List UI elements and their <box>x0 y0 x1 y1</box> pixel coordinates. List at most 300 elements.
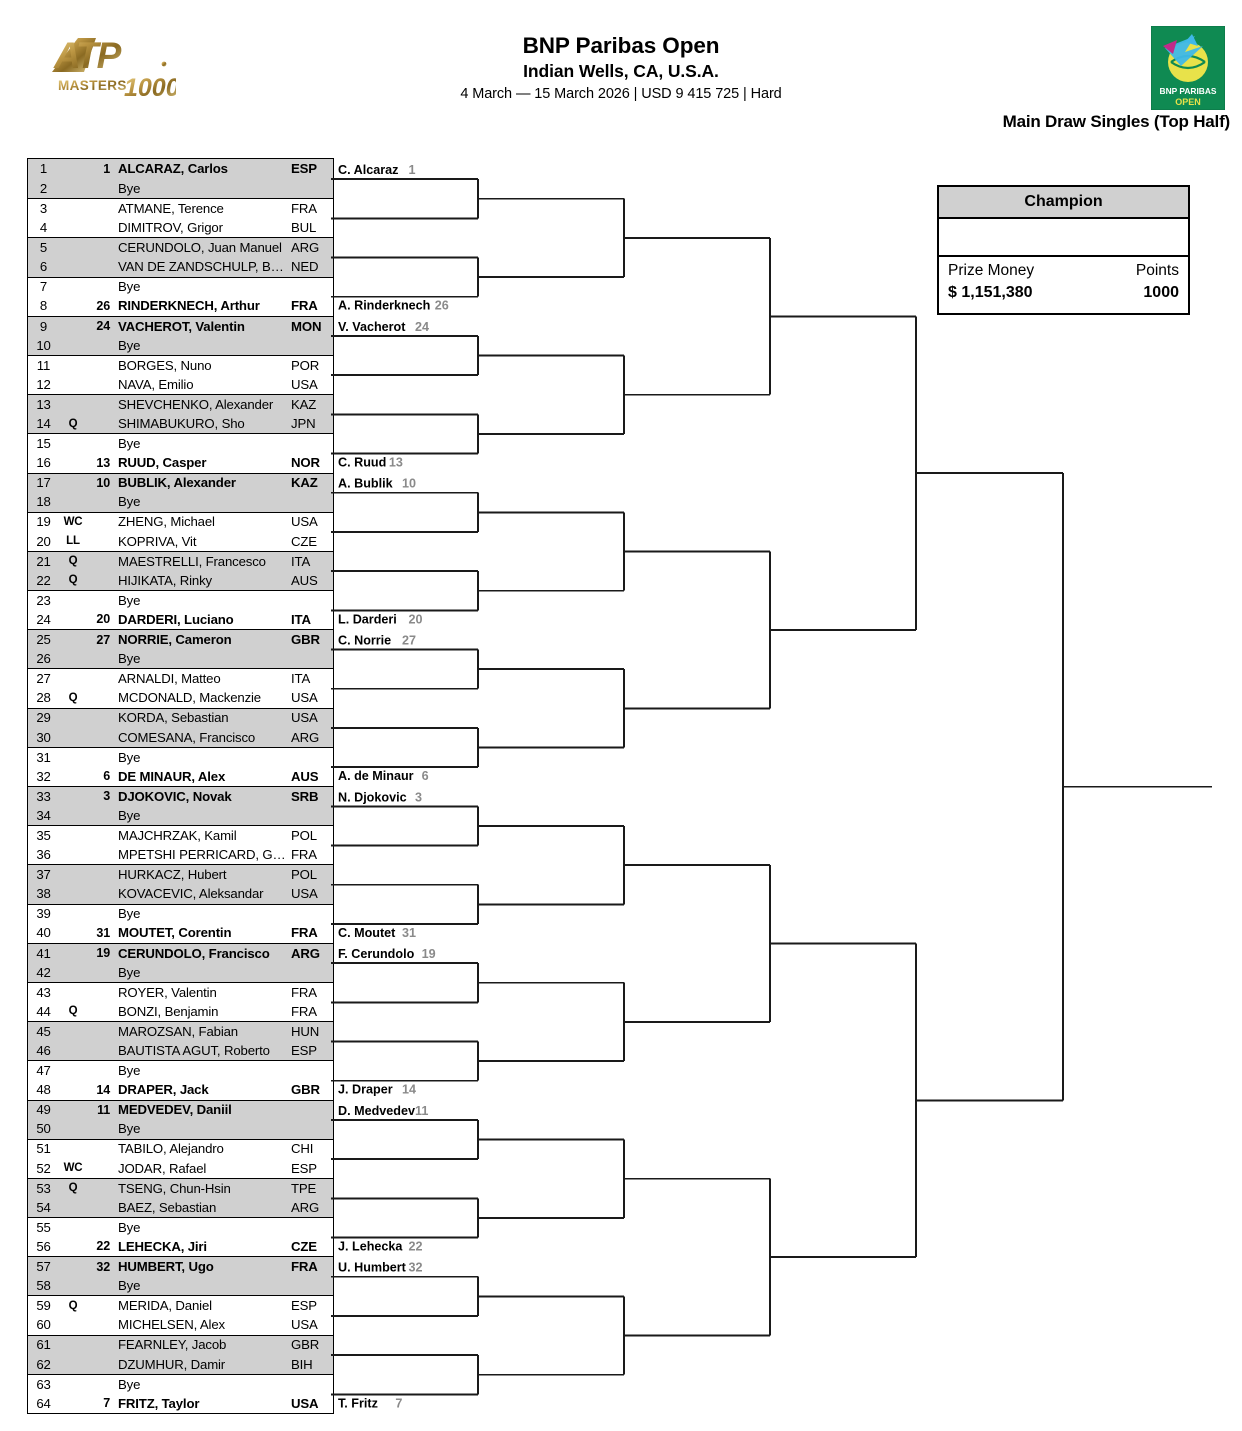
draw-position-number: 45 <box>36 1023 51 1039</box>
r2-player-label: C. Ruud <box>338 455 387 470</box>
draw-row[interactable] <box>28 492 333 512</box>
draw-position-number: 46 <box>36 1043 51 1059</box>
draw-row[interactable] <box>28 864 333 884</box>
champion-name-field <box>939 219 1188 257</box>
draw-player-name[interactable]: KORDA, Sebastian <box>118 710 229 726</box>
draw-player-country: MON <box>291 318 322 334</box>
draw-player-name[interactable]: CERUNDOLO, Juan Manuel <box>118 240 282 256</box>
draw-player-country: ESP <box>291 161 317 177</box>
draw-position-number: 32 <box>36 768 51 784</box>
r2-player-label: N. Djokovic <box>338 790 407 805</box>
draw-entry-table <box>27 158 334 1414</box>
svg-text:MASTERS: MASTERS <box>58 78 127 93</box>
draw-player-name[interactable]: MERIDA, Daniel <box>118 1298 212 1314</box>
draw-player-country: ESP <box>291 1298 317 1314</box>
r2-player-label: D. Medvedev <box>338 1103 415 1118</box>
bracket-seed-number: 11 <box>415 1103 429 1118</box>
draw-position-number: 24 <box>36 611 51 627</box>
draw-row[interactable] <box>28 335 333 355</box>
draw-seed-number: 20 <box>96 612 110 627</box>
draw-player-name[interactable]: Bye <box>118 494 141 510</box>
draw-player-country: ARG <box>291 729 320 745</box>
draw-position-number: 64 <box>36 1395 51 1411</box>
draw-position-number: 49 <box>36 1102 51 1118</box>
draw-row[interactable] <box>28 414 333 434</box>
draw-position-number: 28 <box>36 690 51 706</box>
draw-row[interactable] <box>28 629 333 649</box>
draw-position-number: 42 <box>36 964 51 980</box>
bracket-seed-number: 32 <box>408 1260 423 1275</box>
draw-player-country: USA <box>291 514 318 530</box>
draw-row[interactable] <box>28 708 333 728</box>
draw-row[interactable] <box>28 1041 333 1061</box>
draw-player-name[interactable]: VAN DE ZANDSCHULP, B… <box>118 259 284 275</box>
draw-position-number: 6 <box>39 259 48 275</box>
draw-row[interactable] <box>28 943 333 963</box>
draw-player-name[interactable]: ROYER, Valentin <box>118 984 217 1000</box>
draw-player-name[interactable]: TSENG, Chun-Hsin <box>118 1180 231 1196</box>
draw-row[interactable] <box>28 198 333 218</box>
champion-prize-panel <box>939 257 1188 312</box>
draw-player-name[interactable]: NORRIE, Cameron <box>118 632 232 648</box>
draw-row[interactable] <box>28 1021 333 1041</box>
draw-player-name[interactable]: DZUMHUR, Damir <box>118 1356 226 1372</box>
draw-position-number: 62 <box>36 1356 51 1372</box>
draw-player-country: GBR <box>291 632 320 648</box>
draw-player-name[interactable]: Bye <box>118 180 141 196</box>
draw-player-country: AUS <box>291 572 318 588</box>
draw-player-name[interactable]: Bye <box>118 592 141 608</box>
draw-position-number: 16 <box>36 455 51 471</box>
bracket-seed-number: 24 <box>415 319 430 334</box>
draw-row[interactable] <box>28 179 333 199</box>
draw-player-name[interactable]: BAEZ, Sebastian <box>118 1199 217 1215</box>
draw-row[interactable] <box>28 610 333 630</box>
draw-player-name[interactable]: LEHECKA, Jiri <box>118 1238 207 1254</box>
draw-row[interactable] <box>28 923 333 943</box>
champion-box <box>937 185 1190 315</box>
tournament-name: BNP Paribas Open <box>522 33 720 58</box>
draw-position-number: 30 <box>36 729 51 745</box>
r2-player-label: C. Moutet <box>338 925 396 940</box>
draw-entry-status: Q <box>68 691 78 704</box>
draw-row[interactable] <box>28 159 333 179</box>
draw-row[interactable] <box>28 982 333 1002</box>
draw-row[interactable] <box>28 531 333 551</box>
draw-row[interactable] <box>28 218 333 238</box>
draw-player-country: NED <box>291 259 319 275</box>
draw-player-country: KAZ <box>291 396 317 412</box>
draw-player-country: POR <box>291 357 320 373</box>
draw-player-country: USA <box>291 1395 319 1411</box>
draw-seed-number: 19 <box>96 946 110 961</box>
draw-row[interactable] <box>28 884 333 904</box>
bracket-seed-number: 13 <box>388 455 403 470</box>
draw-position-number: 44 <box>36 1003 51 1019</box>
draw-player-name[interactable]: BONZI, Benjamin <box>118 1003 219 1019</box>
draw-player-name[interactable]: MEDVEDEV, Daniil <box>118 1102 232 1118</box>
draw-position-number: 7 <box>39 279 48 295</box>
draw-player-name[interactable]: Bye <box>118 1063 141 1079</box>
draw-player-country: GBR <box>291 1337 320 1353</box>
draw-row[interactable] <box>28 512 333 532</box>
draw-player-name[interactable]: NAVA, Emilio <box>118 376 194 392</box>
draw-entry-status: Q <box>68 1005 78 1018</box>
draw-player-name[interactable]: ALCARAZ, Carlos <box>118 161 228 177</box>
svg-text:OPEN: OPEN <box>1175 97 1201 107</box>
draw-player-name[interactable]: JODAR, Rafael <box>118 1160 207 1176</box>
draw-seed-number: 1 <box>103 161 110 176</box>
draw-player-country: ESP <box>291 1160 317 1176</box>
draw-subtitle: Main Draw Singles (Top Half) <box>1002 112 1230 131</box>
draw-row[interactable] <box>28 1119 333 1139</box>
draw-row[interactable] <box>28 1100 333 1120</box>
draw-player-name[interactable]: Bye <box>118 337 141 353</box>
draw-player-country: USA <box>291 886 318 902</box>
draw-position-number: 17 <box>36 475 51 491</box>
draw-player-country: KAZ <box>291 475 318 491</box>
draw-row[interactable] <box>28 1276 333 1296</box>
draw-row[interactable] <box>28 786 333 806</box>
draw-entry-status: LL <box>66 535 80 548</box>
draw-player-country: POL <box>291 867 317 883</box>
draw-player-name[interactable]: DIMITROV, Grigor <box>118 220 223 236</box>
draw-player-country: HUN <box>291 1023 320 1039</box>
draw-entry-status: Q <box>68 1299 78 1312</box>
draw-row[interactable] <box>28 688 333 708</box>
draw-position-number: 54 <box>36 1199 51 1215</box>
draw-player-country: FRA <box>291 1259 318 1275</box>
draw-position-number: 60 <box>36 1317 51 1333</box>
draw-position-number: 3 <box>39 200 48 216</box>
draw-player-name[interactable]: HURKACZ, Hubert <box>118 867 227 883</box>
draw-player-country: BUL <box>291 220 317 236</box>
draw-seed-number: 32 <box>96 1259 110 1274</box>
r2-player-label: A. Bublik <box>338 476 393 491</box>
draw-player-name[interactable]: DRAPER, Jack <box>118 1082 209 1098</box>
draw-player-country: ESP <box>291 1043 317 1059</box>
prize-money-label: Prize Money <box>948 262 1035 279</box>
bnp-paribas-open-logo <box>1151 26 1225 110</box>
draw-player-name[interactable]: Bye <box>118 1219 141 1235</box>
draw-position-number: 50 <box>36 1121 51 1137</box>
draw-position-number: 20 <box>36 533 51 549</box>
draw-position-number: 61 <box>36 1337 51 1353</box>
r2-player-label: A. Rinderknech <box>338 298 431 313</box>
atp-masters-1000-logo <box>44 28 176 110</box>
r2-player-label: F. Cerundolo <box>338 947 415 962</box>
draw-row[interactable] <box>28 1217 333 1237</box>
bracket-seed-number: 19 <box>421 947 436 962</box>
draw-position-number: 10 <box>36 337 51 353</box>
draw-row[interactable] <box>28 904 333 924</box>
draw-row[interactable] <box>28 453 333 473</box>
draw-row[interactable] <box>28 551 333 571</box>
draw-position-number: 19 <box>36 514 51 530</box>
draw-player-name[interactable]: ZHENG, Michael <box>118 514 215 530</box>
points-label: Points <box>1135 262 1179 279</box>
prize-money-value: $ 1,151,380 <box>948 284 1033 301</box>
draw-player-name[interactable]: FEARNLEY, Jacob <box>118 1337 227 1353</box>
draw-row[interactable] <box>28 590 333 610</box>
draw-row[interactable] <box>28 1354 333 1374</box>
draw-player-name[interactable]: Bye <box>118 436 141 452</box>
draw-player-name[interactable]: BAUTISTA AGUT, Roberto <box>118 1043 270 1059</box>
draw-entry-status: Q <box>68 574 78 587</box>
draw-position-number: 18 <box>36 494 51 510</box>
points-value: 1000 <box>1143 284 1179 301</box>
draw-player-country: JPN <box>291 416 316 432</box>
title-block <box>321 32 921 105</box>
draw-player-name[interactable]: Bye <box>118 807 141 823</box>
draw-player-country: USA <box>291 376 318 392</box>
draw-position-number: 37 <box>36 867 51 883</box>
bracket-seed-number: 26 <box>434 298 449 313</box>
draw-player-country: CHI <box>291 1141 314 1157</box>
draw-player-name[interactable]: CERUNDOLO, Francisco <box>118 945 270 961</box>
svg-text:BNP PARIBAS: BNP PARIBAS <box>1159 86 1217 96</box>
draw-player-name[interactable]: DE MINAUR, Alex <box>118 768 226 784</box>
draw-position-number: 33 <box>36 788 51 804</box>
draw-player-name[interactable]: RINDERKNECH, Arthur <box>118 298 260 314</box>
draw-entry-status: Q <box>68 555 78 568</box>
draw-row[interactable] <box>28 1393 333 1413</box>
draw-row[interactable] <box>28 1237 333 1257</box>
draw-row[interactable] <box>28 257 333 277</box>
draw-player-name[interactable]: TABILO, Alejandro <box>118 1141 224 1157</box>
r2-player-label: C. Norrie <box>338 633 392 648</box>
draw-player-country: CZE <box>291 533 317 549</box>
page-header <box>0 0 1242 140</box>
draw-row[interactable] <box>28 1295 333 1315</box>
draw-row[interactable] <box>28 473 333 493</box>
draw-player-name[interactable]: MAESTRELLI, Francesco <box>118 553 266 569</box>
bracket-seed-number: 7 <box>395 1396 403 1411</box>
draw-player-name[interactable]: Bye <box>118 1376 141 1392</box>
draw-position-number: 15 <box>36 436 51 452</box>
draw-row[interactable] <box>28 1178 333 1198</box>
draw-row[interactable] <box>28 1256 333 1276</box>
draw-player-name[interactable]: RUUD, Casper <box>118 455 207 471</box>
bracket-seed-number: 31 <box>401 925 416 940</box>
draw-player-name[interactable]: MCDONALD, Mackenzie <box>118 690 261 706</box>
draw-position-number: 5 <box>39 240 48 256</box>
bracket-seed-number: 10 <box>401 476 416 491</box>
svg-text:1000: 1000 <box>124 74 176 102</box>
champion-title: Champion <box>939 187 1188 219</box>
draw-player-name[interactable]: Bye <box>118 1121 141 1137</box>
draw-position-number: 27 <box>36 671 51 687</box>
draw-position-number: 8 <box>39 298 48 314</box>
draw-player-name[interactable]: Bye <box>118 906 141 922</box>
tournament-meta: 4 March — 15 March 2026 | USD 9 415 725 | Hard <box>460 86 782 102</box>
draw-seed-number: 7 <box>103 1396 110 1411</box>
draw-seed-number: 11 <box>97 1102 110 1117</box>
draw-player-country: USA <box>291 710 318 726</box>
draw-row[interactable] <box>28 433 333 453</box>
draw-player-name[interactable]: Bye <box>118 1278 141 1294</box>
draw-row[interactable] <box>28 296 333 316</box>
draw-player-name[interactable]: MAROZSAN, Fabian <box>118 1023 238 1039</box>
draw-position-number: 52 <box>36 1160 51 1176</box>
draw-player-name[interactable]: ARNALDI, Matteo <box>118 671 221 687</box>
draw-row[interactable] <box>28 316 333 336</box>
draw-position-number: 58 <box>36 1278 51 1294</box>
draw-row[interactable] <box>28 1139 333 1159</box>
draw-row[interactable] <box>28 277 333 297</box>
bracket-seed-number: 14 <box>401 1082 416 1097</box>
draw-player-country: BIH <box>291 1356 313 1372</box>
draw-player-name[interactable]: KOPRIVA, Vit <box>118 533 197 549</box>
draw-player-country: CZE <box>291 1238 317 1254</box>
draw-player-country: USA <box>291 1317 318 1333</box>
draw-player-country: POL <box>291 827 317 843</box>
draw-player-name[interactable]: Bye <box>118 749 141 765</box>
draw-seed-number: 26 <box>96 298 110 313</box>
draw-player-name[interactable]: DJOKOVIC, Novak <box>118 788 232 804</box>
draw-player-name[interactable]: Bye <box>118 279 141 295</box>
draw-position-number: 26 <box>36 651 51 667</box>
draw-player-name[interactable]: HIJIKATA, Rinky <box>118 572 212 588</box>
draw-player-country: FRA <box>291 200 317 216</box>
draw-row[interactable] <box>28 668 333 688</box>
draw-player-name[interactable]: ATMANE, Terence <box>118 200 224 216</box>
draw-player-name[interactable]: FRITZ, Taylor <box>118 1395 200 1411</box>
draw-position-number: 56 <box>36 1238 51 1254</box>
r2-player-label: L. Darderi <box>338 612 397 627</box>
draw-player-name[interactable]: KOVACEVIC, Aleksandar <box>118 886 264 902</box>
draw-row[interactable] <box>28 1374 333 1394</box>
draw-row[interactable] <box>28 375 333 395</box>
draw-row[interactable] <box>28 727 333 747</box>
draw-player-name[interactable]: BUBLIK, Alexander <box>118 475 236 491</box>
draw-row[interactable] <box>28 570 333 590</box>
draw-position-number: 53 <box>36 1180 51 1196</box>
draw-seed-number: 22 <box>96 1239 110 1254</box>
r2-player-label: A. de Minaur <box>338 769 414 784</box>
svg-text:ATP: ATP <box>54 35 120 76</box>
draw-position-number: 48 <box>36 1082 51 1098</box>
draw-row[interactable] <box>28 766 333 786</box>
draw-row[interactable] <box>28 1158 333 1178</box>
draw-seed-number: 31 <box>96 925 110 940</box>
draw-entry-status: Q <box>68 417 78 430</box>
draw-player-name[interactable]: MOUTET, Corentin <box>118 925 232 941</box>
draw-row[interactable] <box>28 237 333 257</box>
r2-player-label: V. Vacherot <box>338 319 406 334</box>
draw-position-number: 38 <box>36 886 51 902</box>
r2-player-label: U. Humbert <box>338 1260 406 1275</box>
draw-player-country: ITA <box>291 611 311 627</box>
draw-position-number: 23 <box>36 592 51 608</box>
draw-seed-number: 27 <box>96 632 110 647</box>
draw-row[interactable] <box>28 1315 333 1335</box>
draw-player-name[interactable]: MPETSHI PERRICARD, G… <box>118 847 286 863</box>
draw-row[interactable] <box>28 806 333 826</box>
draw-row[interactable] <box>28 747 333 767</box>
draw-player-name[interactable]: HUMBERT, Ugo <box>118 1259 214 1275</box>
draw-player-country: NOR <box>291 455 320 471</box>
draw-player-name[interactable]: DARDERI, Luciano <box>118 611 234 627</box>
draw-position-number: 59 <box>36 1298 51 1314</box>
draw-position-number: 12 <box>36 376 51 392</box>
draw-position-number: 21 <box>36 553 51 569</box>
draw-seed-number: 6 <box>103 769 110 784</box>
draw-row[interactable] <box>28 1197 333 1217</box>
draw-row[interactable] <box>28 355 333 375</box>
draw-player-name[interactable]: BORGES, Nuno <box>118 357 212 373</box>
draw-position-number: 35 <box>36 827 51 843</box>
bracket-seed-number: 1 <box>408 163 416 178</box>
draw-player-name[interactable]: VACHEROT, Valentin <box>118 318 245 334</box>
bracket-seed-number: 3 <box>415 790 423 805</box>
r2-player-label: J. Lehecka <box>338 1239 403 1254</box>
tournament-city: Indian Wells, CA, U.S.A. <box>523 61 719 81</box>
draw-player-name[interactable]: Bye <box>118 651 141 667</box>
draw-row[interactable] <box>28 394 333 414</box>
draw-player-name[interactable]: MICHELSEN, Alex <box>118 1317 225 1333</box>
bracket-seed-number: 27 <box>401 633 416 648</box>
r2-player-label: J. Draper <box>338 1082 393 1097</box>
draw-player-name[interactable]: SHIMABUKURO, Sho <box>118 416 245 432</box>
draw-position-number: 13 <box>36 396 51 412</box>
draw-row[interactable] <box>28 1002 333 1022</box>
draw-player-name[interactable]: Bye <box>118 964 141 980</box>
draw-position-number: 51 <box>36 1141 51 1157</box>
draw-position-number: 25 <box>36 632 51 648</box>
draw-row[interactable] <box>28 1080 333 1100</box>
draw-row[interactable] <box>28 962 333 982</box>
draw-row[interactable] <box>28 1335 333 1355</box>
draw-position-number: 41 <box>36 945 51 961</box>
draw-player-name[interactable]: COMESANA, Francisco <box>118 729 256 745</box>
draw-player-country: ARG <box>291 945 320 961</box>
draw-player-country: FRA <box>291 984 317 1000</box>
draw-position-number: 63 <box>36 1376 51 1392</box>
r2-player-label: T. Fritz <box>338 1396 378 1411</box>
draw-entry-status: WC <box>63 1162 83 1175</box>
draw-player-name[interactable]: SHEVCHENKO, Alexander <box>118 396 274 412</box>
draw-position-number: 9 <box>39 318 48 334</box>
bracket-seed-number: 6 <box>421 769 429 784</box>
draw-position-number: 34 <box>36 807 51 823</box>
draw-seed-number: 24 <box>96 319 110 334</box>
draw-seed-number: 3 <box>103 789 110 804</box>
r2-player-label: C. Alcaraz <box>338 163 399 178</box>
draw-row[interactable] <box>28 1060 333 1080</box>
draw-position-number: 55 <box>36 1219 51 1235</box>
draw-player-country: FRA <box>291 1003 317 1019</box>
draw-position-number: 39 <box>36 906 51 922</box>
draw-player-country: USA <box>291 690 318 706</box>
draw-position-number: 1 <box>39 161 48 177</box>
draw-position-number: 14 <box>36 416 51 432</box>
draw-row[interactable] <box>28 825 333 845</box>
draw-row[interactable] <box>28 845 333 865</box>
draw-player-name[interactable]: MAJCHRZAK, Kamil <box>118 827 237 843</box>
draw-position-number: 29 <box>36 710 51 726</box>
draw-seed-number: 14 <box>96 1082 110 1097</box>
draw-row[interactable] <box>28 649 333 669</box>
draw-player-country: FRA <box>291 847 317 863</box>
draw-seed-number: 13 <box>96 455 110 470</box>
draw-position-number: 4 <box>39 220 48 236</box>
draw-position-number: 31 <box>36 749 51 765</box>
draw-position-number: 47 <box>36 1063 51 1079</box>
draw-player-country: SRB <box>291 788 319 804</box>
draw-entry-status: Q <box>68 1182 78 1195</box>
draw-position-number: 11 <box>36 357 51 373</box>
